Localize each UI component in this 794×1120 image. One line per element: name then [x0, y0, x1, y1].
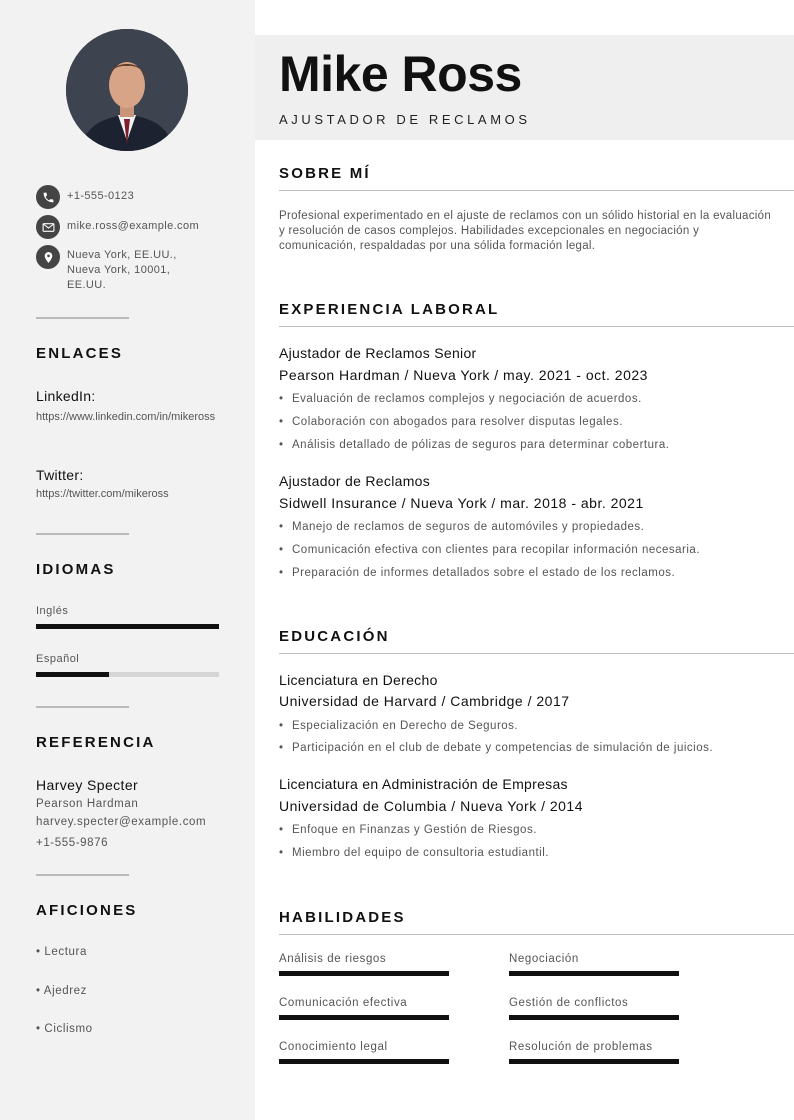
skill-level-fill	[279, 971, 449, 976]
job-bullet: • Preparación de informes detallados sobre el estado de los reclamos.	[279, 567, 675, 579]
job-entry-title: Ajustador de Reclamos Senior	[279, 345, 477, 361]
phone-icon	[36, 185, 60, 209]
links-heading: ENLACES	[36, 345, 124, 362]
email-text: mike.ross@example.com	[67, 220, 200, 232]
reference-email: harvey.specter@example.com	[36, 816, 207, 828]
job-bullet: • Colaboración con abogados para resolver disputas legales.	[279, 416, 623, 428]
sidebar-divider	[36, 706, 129, 708]
job-bullet: • Análisis detallado de pólizas de seguros para determinar cobertura.	[279, 439, 669, 451]
skill-level-bar	[279, 1059, 449, 1064]
phone-text: +1-555-0123	[67, 190, 135, 202]
education-entry-subtitle: Universidad de Columbia / Nueva York / 2014	[279, 798, 584, 814]
language-name: Español	[36, 653, 80, 665]
language-level-bar	[36, 672, 219, 677]
skill-level-fill	[509, 1015, 679, 1020]
twitter-link[interactable]: https://twitter.com/mikeross	[36, 488, 169, 500]
reference-company: Pearson Hardman	[36, 798, 139, 810]
hobby-label: Lectura	[44, 946, 87, 958]
contact-phone	[36, 185, 134, 209]
skill-level-fill	[279, 1015, 449, 1020]
reference-phone: +1-555-9876	[36, 837, 109, 849]
section-rule	[279, 653, 794, 654]
reference-heading: REFERENCIA	[36, 734, 156, 751]
section-rule	[279, 934, 794, 935]
hobbies-heading: AFICIONES	[36, 902, 138, 919]
skill-level-fill	[509, 1059, 679, 1064]
skill-level-fill	[509, 971, 679, 976]
contact-email	[36, 215, 199, 239]
hobby-label: Ajedrez	[43, 985, 87, 997]
skill-name: Resolución de problemas	[509, 1041, 653, 1053]
job-title: AJUSTADOR DE RECLAMOS	[279, 112, 531, 127]
education-heading: EDUCACIÓN	[279, 628, 390, 645]
hobby-item: • Ciclismo	[36, 1023, 93, 1035]
skill-name: Negociación	[509, 953, 579, 965]
envelope-icon	[36, 215, 60, 239]
skills-heading: HABILIDADES	[279, 909, 406, 926]
education-bullet: • Enfoque en Finanzas y Gestión de Riesgos.	[279, 824, 537, 836]
languages-heading: IDIOMAS	[36, 561, 116, 578]
twitter-label: Twitter:	[36, 467, 84, 483]
language-level-fill	[36, 624, 219, 629]
experience-heading: EXPERIENCIA LABORAL	[279, 301, 500, 318]
job-bullet: • Comunicación efectiva con clientes para recopilar información necesaria.	[279, 544, 700, 556]
profile-photo	[66, 29, 188, 151]
hobby-item: • Lectura	[36, 946, 87, 958]
education-entry-title: Licenciatura en Derecho	[279, 672, 438, 688]
job-entry-title: Ajustador de Reclamos	[279, 473, 431, 489]
sidebar-divider	[36, 317, 129, 319]
education-bullet: • Miembro del equipo de consultoria estudiantil.	[279, 847, 549, 859]
education-bullet: • Participación en el club de debate y competencias de simulación de juicios.	[279, 742, 713, 754]
sidebar-divider	[36, 533, 129, 535]
section-rule	[279, 190, 794, 191]
skill-level-fill	[279, 1059, 449, 1064]
education-entry-subtitle: Universidad de Harvard / Cambridge / 2017	[279, 693, 570, 709]
contact-address	[36, 245, 197, 293]
location-pin-icon	[36, 245, 60, 269]
linkedin-link[interactable]: https://www.linkedin.com/in/mikeross	[36, 411, 216, 423]
education-bullet: • Especialización en Derecho de Seguros.	[279, 720, 518, 732]
sidebar-divider	[36, 874, 129, 876]
about-heading: SOBRE MÍ	[279, 165, 371, 182]
job-bullet: • Evaluación de reclamos complejos y negociación de acuerdos.	[279, 393, 642, 405]
language-level-bar	[36, 624, 219, 629]
language-name: Inglés	[36, 605, 69, 617]
person-name: Mike Ross	[279, 46, 522, 102]
job-bullet: • Manejo de reclamos de seguros de automóviles y propiedades.	[279, 521, 644, 533]
hobby-item: • Ajedrez	[36, 985, 87, 997]
skill-level-bar	[279, 1015, 449, 1020]
job-entry-subtitle: Pearson Hardman / Nueva York / may. 2021 - oct. 2023	[279, 367, 648, 383]
hobby-label: Ciclismo	[44, 1023, 93, 1035]
job-entry-subtitle: Sidwell Insurance / Nueva York / mar. 2018 - abr. 2021	[279, 495, 644, 511]
about-text: Profesional experimentado en el ajuste de reclamos con un sólido historial en la evaluación y resolución de casos complejos. Habilidades excepcionales en negociación y comunicación, respaldadas por una sólida formación legal.	[279, 210, 772, 252]
reference-name: Harvey Specter	[36, 777, 139, 793]
skill-level-bar	[509, 1059, 679, 1064]
skill-name: Comunicación efectiva	[279, 997, 408, 1009]
skill-level-bar	[509, 1015, 679, 1020]
linkedin-label: LinkedIn:	[36, 388, 96, 404]
skill-level-bar	[279, 971, 449, 976]
skill-name: Gestión de conflictos	[509, 997, 629, 1009]
skill-level-bar	[509, 971, 679, 976]
education-entry-title: Licenciatura en Administración de Empresas	[279, 776, 568, 792]
skill-name: Conocimiento legal	[279, 1041, 388, 1053]
address-text: Nueva York, EE.UU., Nueva York, 10001, EE.UU.	[67, 249, 177, 291]
section-rule	[279, 326, 794, 327]
language-level-fill	[36, 672, 109, 677]
skill-name: Análisis de riesgos	[279, 953, 387, 965]
